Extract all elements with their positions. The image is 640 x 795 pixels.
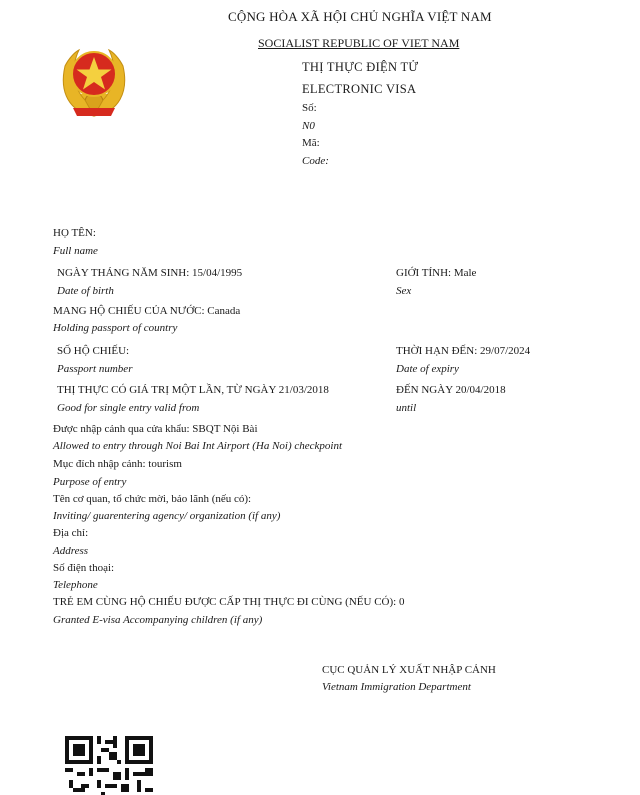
country-name-vi: CỘNG HÒA XÃ HỘI CHỦ NGHĨA VIỆT NAM xyxy=(228,9,492,24)
qr-code-icon xyxy=(65,736,153,795)
entry-checkpoint-vi: Được nhập cảnh qua cửa khẩu: SBQT Nội Bài xyxy=(53,423,258,435)
fullname-label-en: Full name xyxy=(53,245,98,257)
inviting-agency-vi: Tên cơ quan, tổ chức mời, bảo lãnh (nếu có): xyxy=(53,493,252,505)
nationality-vi: MANG HỘ CHIẾU CỦA NƯỚC: Canada xyxy=(53,305,241,317)
visa-number-label-vi: Số: xyxy=(302,102,317,114)
visa-code-label-vi: Mã: xyxy=(302,137,320,149)
sex-en: Sex xyxy=(396,285,412,297)
document-title-vi: THỊ THỰC ĐIỆN TỬ xyxy=(302,60,419,74)
passport-number-en: Passport number xyxy=(57,363,133,375)
address-label-vi: Địa chỉ: xyxy=(53,527,89,539)
valid-until-en: until xyxy=(396,402,417,414)
valid-from-vi: THỊ THỰC CÓ GIÁ TRỊ MỘT LẦN, TỪ NGÀY 21/03/2018 xyxy=(57,384,329,396)
visa-number-label-en: N0 xyxy=(302,120,315,132)
telephone-label-en: Telephone xyxy=(53,579,98,591)
purpose-of-entry-en: Purpose of entry xyxy=(53,476,127,488)
address-label-en: Address xyxy=(53,545,89,557)
accompanying-children-en: Granted E-visa Accompanying children (if any) xyxy=(53,614,263,626)
purpose-of-entry-vi: Mục đích nhập cảnh: tourism xyxy=(53,458,182,470)
visa-code-label-en: Code: xyxy=(302,155,329,167)
fullname-label-vi: HỌ TÊN: xyxy=(53,227,96,239)
passport-expiry-en: Date of expiry xyxy=(396,363,459,375)
country-name-en: SOCIALIST REPUBLIC OF VIET NAM xyxy=(258,36,460,50)
sex-vi: GIỚI TÍNH: Male xyxy=(396,267,477,279)
date-of-birth-vi: NGÀY THÁNG NĂM SINH: 15/04/1995 xyxy=(57,267,243,279)
valid-until-vi: ĐẾN NGÀY 20/04/2018 xyxy=(396,384,506,396)
accompanying-children-vi: TRẺ EM CÙNG HỘ CHIẾU ĐƯỢC CẤP THỊ THỰC ĐI CÙNG (NẾU CÓ): 0 xyxy=(53,596,405,608)
vietnam-national-emblem-icon xyxy=(55,40,133,122)
nationality-en: Holding passport of country xyxy=(53,322,178,334)
issuing-authority-en: Vietnam Immigration Department xyxy=(322,681,471,693)
date-of-birth-en: Date of birth xyxy=(57,285,114,297)
valid-from-en: Good for single entry valid from xyxy=(57,402,200,414)
entry-checkpoint-en: Allowed to entry through Noi Bai Int Airport (Ha Noi) checkpoint xyxy=(53,440,343,452)
issuing-authority-vi: CỤC QUẢN LÝ XUẤT NHẬP CẢNH xyxy=(322,664,496,676)
inviting-agency-en: Inviting/ guarentering agency/ organization (if any) xyxy=(53,510,281,522)
document-title-en: ELECTRONIC VISA xyxy=(302,82,417,96)
passport-expiry-vi: THỜI HẠN ĐẾN: 29/07/2024 xyxy=(396,345,531,357)
telephone-label-vi: Số điện thoại: xyxy=(53,562,115,574)
passport-number-vi: SỐ HỘ CHIẾU: xyxy=(57,345,130,357)
